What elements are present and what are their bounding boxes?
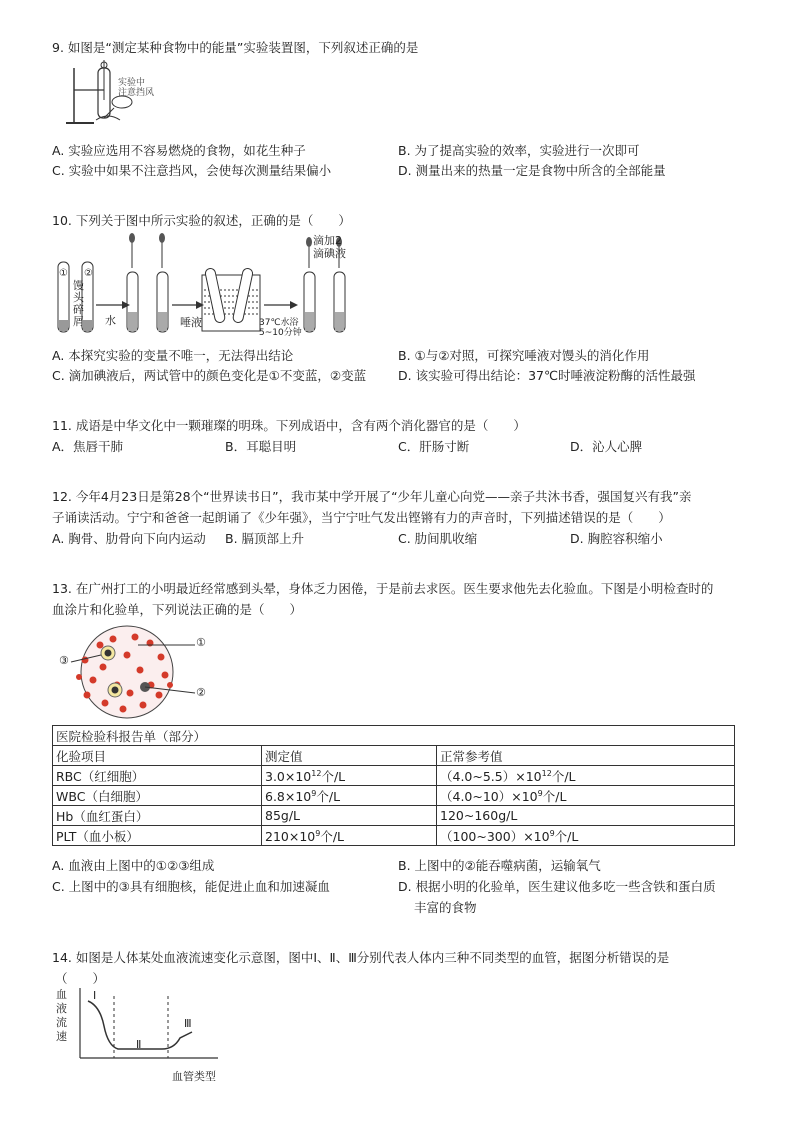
q12-option-a[interactable]: A. 胸骨、肋骨向下向内运动 xyxy=(52,531,206,546)
row-item: PLT（血小板） xyxy=(53,826,262,846)
value-unit: 个/L xyxy=(316,788,341,804)
q9-option-a[interactable]: A. 实验应选用不容易燃烧的食物，如花生种子 xyxy=(52,143,306,158)
row-value xyxy=(262,806,437,826)
iodine-line1: 滴加2 xyxy=(313,234,342,247)
report-header-row xyxy=(53,746,735,766)
q14-stem: 14. 如图是人体某处血液流速变化示意图，图中Ⅰ、Ⅱ、Ⅲ分别代表人体内三种不同类型的血管，据图分析错误的是 xyxy=(52,950,670,965)
chart-ylabel xyxy=(56,988,67,1044)
q12-option-b[interactable]: B. 膈顶部上升 xyxy=(225,531,305,546)
q9-option-d[interactable]: D. 测量出来的热量一定是食物中所含的全部能量 xyxy=(398,163,666,178)
q9-stem: 9. 如图是“测定某种食物中的能量”实验装置图，下列叙述正确的是 xyxy=(52,40,419,55)
q13-option-c[interactable]: C. 上图中的③具有细胞核，能促进止血和加速凝血 xyxy=(52,879,330,894)
header-reference: 正常参考值 xyxy=(437,746,735,766)
table-row xyxy=(53,806,735,826)
header-item: 化验项目 xyxy=(53,746,262,766)
lab-report-table xyxy=(52,725,735,846)
row-reference xyxy=(437,806,735,826)
q9-option-c[interactable]: C. 实验中如果不注意挡风，会使每次测量结果偏小 xyxy=(52,163,332,178)
water-bath-label xyxy=(259,318,302,338)
q14-stem-line2: （ ） xyxy=(55,971,106,986)
value-unit: 个/L xyxy=(320,828,345,844)
ref-unit: 个/L xyxy=(554,828,579,844)
ylabel-char: 液 xyxy=(56,1002,67,1015)
ref-exp: 9 xyxy=(537,788,543,798)
smear-label-3: ③ xyxy=(59,654,69,667)
iodine-line2: 滴碘液 xyxy=(313,247,346,260)
vessel-label-1: Ⅰ xyxy=(93,989,97,1002)
q11-option-c[interactable]: C．肝肠寸断 xyxy=(398,439,470,454)
q13-stem-line2: 血涂片和化验单，下列说法正确的是（ ） xyxy=(52,602,303,617)
water-label: 水 xyxy=(105,314,116,327)
q12-stem-line1: 12. 今年4月23日是第28个“世界读书日”，我市某中学开展了“少年儿童心向党——亲子共沐书香，强国复兴有我”亲 xyxy=(52,489,692,504)
ref-unit: 个/L xyxy=(551,768,576,784)
ref-unit: 个/L xyxy=(542,788,567,804)
q11-stem: 11. 成语是中华文化中一颗璀璨的明珠。下列成语中，含有两个消化器官的是（ ） xyxy=(52,418,526,433)
q13-stem-line1: 13. 在广州打工的小明最近经常感到头晕，身体乏力困倦，于是前去求医。医生要求他先去化验血。下图是小明检查时的 xyxy=(52,581,714,596)
saliva-label: 唾液 xyxy=(180,316,202,329)
ylabel-char: 流 xyxy=(56,1016,67,1029)
value-unit: 个/L xyxy=(321,768,346,784)
bath-temp: 37℃水浴 xyxy=(259,318,299,328)
q9-option-b[interactable]: B. 为了提高实验的效率，实验进行一次即可 xyxy=(398,143,640,158)
value-base: 210×10 xyxy=(265,828,316,844)
ref-base: 120~160g/L xyxy=(440,808,518,823)
q11-option-a[interactable]: A．焦唇干肺 xyxy=(52,439,124,454)
ref-base: （100~300）×10 xyxy=(440,828,550,844)
value-exp: 9 xyxy=(311,788,317,798)
row-item: RBC（红细胞） xyxy=(53,766,262,786)
bath-time: 5~10分钟 xyxy=(259,328,302,338)
tube1-label: ① xyxy=(59,268,68,279)
q13-option-b[interactable]: B. 上图中的②能吞噬病菌，运输氧气 xyxy=(398,858,601,873)
ref-exp: 12 xyxy=(541,768,552,778)
table-row xyxy=(53,766,735,786)
ref-base: （4.0~5.5）×10 xyxy=(440,768,542,784)
q11-option-d[interactable]: D．沁人心脾 xyxy=(570,439,643,454)
q13-option-a[interactable]: A. 血液由上图中的①②③组成 xyxy=(52,858,215,873)
table-row xyxy=(53,786,735,806)
header-value: 测定值 xyxy=(262,746,437,766)
mantou-label: 馒头碎屑 xyxy=(73,279,84,328)
q12-option-c[interactable]: C. 肋间肌收缩 xyxy=(398,531,478,546)
smear-label-2: ② xyxy=(196,686,206,699)
q10-option-d[interactable]: D. 该实验可得出结论：37℃时唾液淀粉酶的活性最强 xyxy=(398,368,696,383)
smear-label-1: ① xyxy=(196,636,206,649)
q12-stem-line2: 子诵读活动。宁宁和爸爸一起朗诵了《少年强》，当宁宁吐气发出铿锵有力的声音时，下列描述错误的是（ ） xyxy=(52,510,671,525)
blood-smear-figure xyxy=(55,625,215,723)
vessel-label-2: Ⅱ xyxy=(136,1038,142,1051)
vessel-label-3: Ⅲ xyxy=(184,1017,192,1030)
ref-exp: 9 xyxy=(549,828,555,838)
q10-option-c[interactable]: C. 滴加碘液后，两试管中的颜色变化是①不变蓝，②变蓝 xyxy=(52,368,367,383)
row-value xyxy=(262,766,437,786)
row-reference xyxy=(437,826,735,846)
row-value xyxy=(262,786,437,806)
ref-base: （4.0~10）×10 xyxy=(440,788,538,804)
q10-stem: 10. 下列关于图中所示实验的叙述，正确的是（ ） xyxy=(52,213,351,228)
row-value xyxy=(262,826,437,846)
q13-option-d[interactable]: D. 根据小明的化验单，医生建议他多吃一些含铁和蛋白质 xyxy=(398,879,716,894)
value-exp: 12 xyxy=(311,768,322,778)
ylabel-char: 速 xyxy=(56,1030,67,1043)
value-base: 85g/L xyxy=(265,808,301,823)
figure-label-line1: 实验中 xyxy=(118,78,146,88)
value-base: 6.8×10 xyxy=(265,788,312,804)
chart-xlabel: 血管类型 xyxy=(172,1070,216,1083)
row-reference xyxy=(437,786,735,806)
figure-label-line2: 注意挡风 xyxy=(118,88,155,98)
ylabel-char: 血 xyxy=(56,988,67,1001)
row-item: WBC（白细胞） xyxy=(53,786,262,806)
value-exp: 9 xyxy=(315,828,321,838)
figure-label-shield xyxy=(118,78,154,98)
report-title-row xyxy=(53,726,735,746)
tube2-label: ② xyxy=(84,268,93,279)
q12-option-d[interactable]: D. 胸腔容积缩小 xyxy=(570,531,663,546)
q11-option-b[interactable]: B．耳聪目明 xyxy=(225,439,297,454)
q10-option-b[interactable]: B. ①与②对照，可探究唾液对馒头的消化作用 xyxy=(398,348,650,363)
table-row xyxy=(53,826,735,846)
value-base: 3.0×10 xyxy=(265,768,312,784)
report-title: 医院检验科报告单（部分） xyxy=(53,726,735,746)
q10-option-a[interactable]: A. 本探究实验的变量不唯一，无法得出结论 xyxy=(52,348,294,363)
row-reference xyxy=(437,766,735,786)
row-item: Hb（血红蛋白） xyxy=(53,806,262,826)
q13-option-d-continued: 丰富的食物 xyxy=(414,900,477,915)
iodine-label xyxy=(313,234,346,260)
